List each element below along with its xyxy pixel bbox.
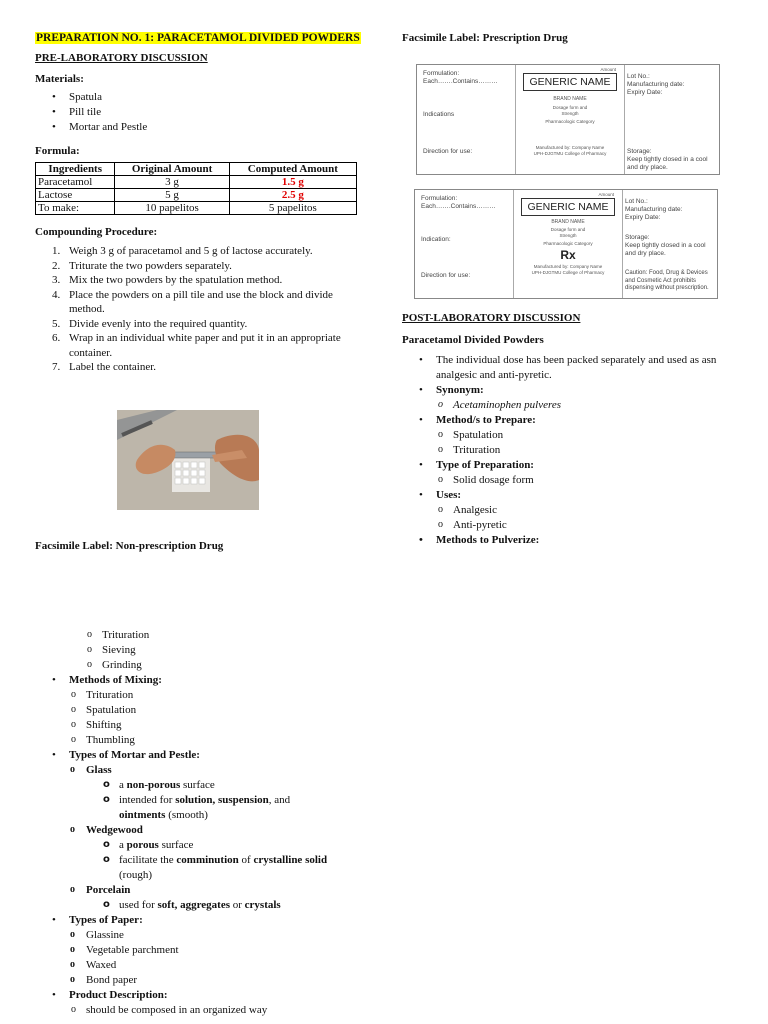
table-row [36,202,357,215]
manufacturer-text: Manufactured by: Company Name UPH-DJGTMU College of Pharmacy [531,264,605,275]
sub-list [436,473,747,488]
table-row [36,176,357,189]
table-header: Ingredients [36,163,115,176]
list-item: • Types of Mortar and Pestle: o Glass o a non-porous surface o intended for solution, suspension, and ointments (smooth) o Wedgewood o a porous surface o facilitate the comminution of crystalline solid (rough) o Porcelain o used for soft, aggregates or crystals [35,748,375,913]
each-contains-text: Each…….Contains……… [423,78,498,85]
lot-no-text: Lot No.: [627,73,650,80]
sub-list [69,688,375,748]
generic-name-box: GENERIC NAME [523,73,617,91]
brand-name-text: BRAND NAME [551,219,585,225]
sub-item: o Shifting [69,718,375,733]
formulation-text: Formulation: [423,70,460,77]
list-item: • Method/s to Prepare: o Spatulation o Trituration [402,413,747,458]
mfg-date-text: Manufacturing date: [627,81,685,88]
dosage-text: Dosage form and Strength [550,227,586,238]
storage-heading: Storage: [625,234,650,241]
table-cell: Paracetamol [36,176,115,189]
check-item: o intended for solution, suspension, and ointments (smooth) [102,793,375,823]
table-header: Original Amount [115,163,229,176]
indications-text: Indications [423,111,455,118]
sub-item: o Solid dosage form [436,473,747,488]
sub-list [69,763,375,913]
list-item: • The individual dose has been packed separately and used as asn analgesic and anti-pyretic. [402,353,747,383]
pulverize-list [85,628,375,673]
table-cell: 5 papelitos [229,202,356,215]
postlab-list [402,353,747,548]
manufacturer-text: Manufactured by: Company Name UPH-DJGTMU College of Pharmacy [533,145,607,156]
check-item: o used for soft, aggregates or crystals [102,898,375,913]
sub-list [436,428,747,458]
check-list [102,778,375,823]
right-column [402,30,742,46]
document-title: PREPARATION NO. 1: PARACETAMOL DIVIDED POWDERS [36,32,360,44]
bottom-section [35,628,375,1018]
table-cell: 3 g [115,176,229,189]
photo-illustration [117,410,259,510]
expiry-date-text: Expiry Date: [625,214,661,221]
procedure-heading: Compounding Procedure: [35,226,158,238]
sub-item: o Bond paper [69,973,375,988]
table-cell: Lactose [36,189,115,202]
materials-heading: Materials: [35,73,84,85]
prelab-heading: PRE-LABORATORY DISCUSSION [35,52,208,64]
material-item: • Pill tile [35,105,365,120]
sub-item: o Acetaminophen pulveres [436,398,747,413]
procedure-step: 6. Wrap in an individual white paper and put it in an appropriate container. [52,332,341,359]
direction-text: Direction for use: [421,272,471,279]
sub-list [436,503,747,533]
sub-item: o Vegetable parchment [69,943,375,958]
divided-powders-photo [117,410,259,510]
left-column [35,30,365,375]
caution-text: Caution: Food, Drug & Devices and Cosmetic Act prohibits dispensing without prescription. [625,270,709,291]
procedure-list [35,244,365,375]
sub-item: o Grinding [85,658,375,673]
materials-list [35,90,365,135]
check-item: o facilitate the comminution of crystalline solid (rough) [102,853,375,883]
check-item: o a porous surface [102,838,375,853]
table-cell: 2.5 g [229,189,356,202]
sub-item: o Wedgewood o a porous surface o facilitate the comminution of crystalline solid (rough) [69,823,375,883]
list-item: • Methods of Mixing: o Trituration o Spatulation o Shifting o Thumbling [35,673,375,748]
sub-item: o Porcelain o used for soft, aggregates or crystals [69,883,375,913]
storage-text: Keep tightly closed in a cool and dry place. [625,242,706,257]
brand-name-text: BRAND NAME [553,96,587,102]
sub-item: o Trituration [85,628,375,643]
material-item: • Spatula [35,90,365,105]
prescription-label-2 [414,189,718,299]
nonrx-label-heading: Facsimile Label: Non-prescription Drug [35,540,224,552]
list-item: • Type of Preparation: o Solid dosage form [402,458,747,488]
direction-text: Direction for use: [423,148,473,155]
table-row [36,189,357,202]
pharm-category-text: Pharmacologic Category [545,119,595,124]
pharm-category-text: Pharmacologic Category [543,241,593,246]
dosage-text: Dosage form and Strength [552,105,588,116]
check-list [102,838,375,883]
amount-text: Amount [600,67,616,72]
table-cell: 1.5 g [229,176,356,189]
sub-item: o Trituration [436,443,747,458]
procedure-step: 7. Label the container. [52,361,157,373]
procedure-step: 5. Divide evenly into the required quantity. [52,317,248,330]
generic-name-box: GENERIC NAME [521,198,615,216]
sub-item: o Glass o a non-porous surface o intended for solution, suspension, and ointments (smooth) [69,763,375,823]
list-item: • Uses: o Analgesic o Anti-pyretic [402,488,747,533]
sub-list [69,1003,375,1018]
table-cell: 5 g [115,189,229,202]
rx-symbol: Rx [560,248,576,262]
check-list [102,898,375,913]
sub-item: o Trituration [69,688,375,703]
formula-heading: Formula: [35,145,80,157]
sub-item: o Sieving [85,643,375,658]
material-item: • Mortar and Pestle [35,120,365,135]
procedure-step: 3. Mix the two powders by the spatulation method. [52,274,283,286]
prescription-label-1 [416,64,720,175]
sub-list [69,928,375,988]
expiry-date-text: Expiry Date: [627,89,663,96]
sub-item: o Analgesic [436,503,747,518]
lot-no-text: Lot No.: [625,198,648,205]
postlab-subtitle: Paracetamol Divided Powders [402,334,544,346]
list-item: • Product Description: o should be composed in an organized way [35,988,375,1018]
sub-item: o Waxed [69,958,375,973]
storage-text: Keep tightly closed in a cool and dry place. [627,156,708,171]
bottom-list [35,673,375,1018]
procedure-step: 2. Triturate the two powders separately. [52,259,232,272]
procedure-step: 1. Weigh 3 g of paracetamol and 5 g of lactose accurately. [52,245,313,257]
sub-item: o Glassine [69,928,375,943]
storage-heading: Storage: [627,148,652,155]
formula-table [35,162,357,215]
sub-item: o Spatulation [69,703,375,718]
sub-item: o should be composed in an organized way [69,1003,375,1018]
indications-text: Indication: [421,236,451,243]
list-item: • Synonym: o Acetaminophen pulveres [402,383,747,413]
sub-item: o Thumbling [69,733,375,748]
sub-item: o Spatulation [436,428,747,443]
procedure-step: 4. Place the powders on a pill tile and use the block and divide method. [52,288,333,315]
mfg-date-text: Manufacturing date: [625,206,683,213]
postlab-heading: POST-LABORATORY DISCUSSION [402,312,581,324]
postlab-section [402,310,747,548]
formulation-text: Formulation: [421,195,458,202]
rx-label-heading: Facsimile Label: Prescription Drug [402,32,568,44]
table-cell: To make: [36,202,115,215]
check-item: o a non-porous surface [102,778,375,793]
sub-list [436,398,747,413]
list-item: • Types of Paper: o Glassine o Vegetable parchment o Waxed o Bond paper [35,913,375,988]
amount-text: Amount [598,192,614,197]
table-cell: 10 papelitos [115,202,229,215]
each-contains-text: Each…….Contains……… [421,203,496,210]
table-header-row [36,163,357,176]
list-item: • Methods to Pulverize: [402,533,747,548]
sub-item: o Anti-pyretic [436,518,747,533]
table-header: Computed Amount [229,163,356,176]
